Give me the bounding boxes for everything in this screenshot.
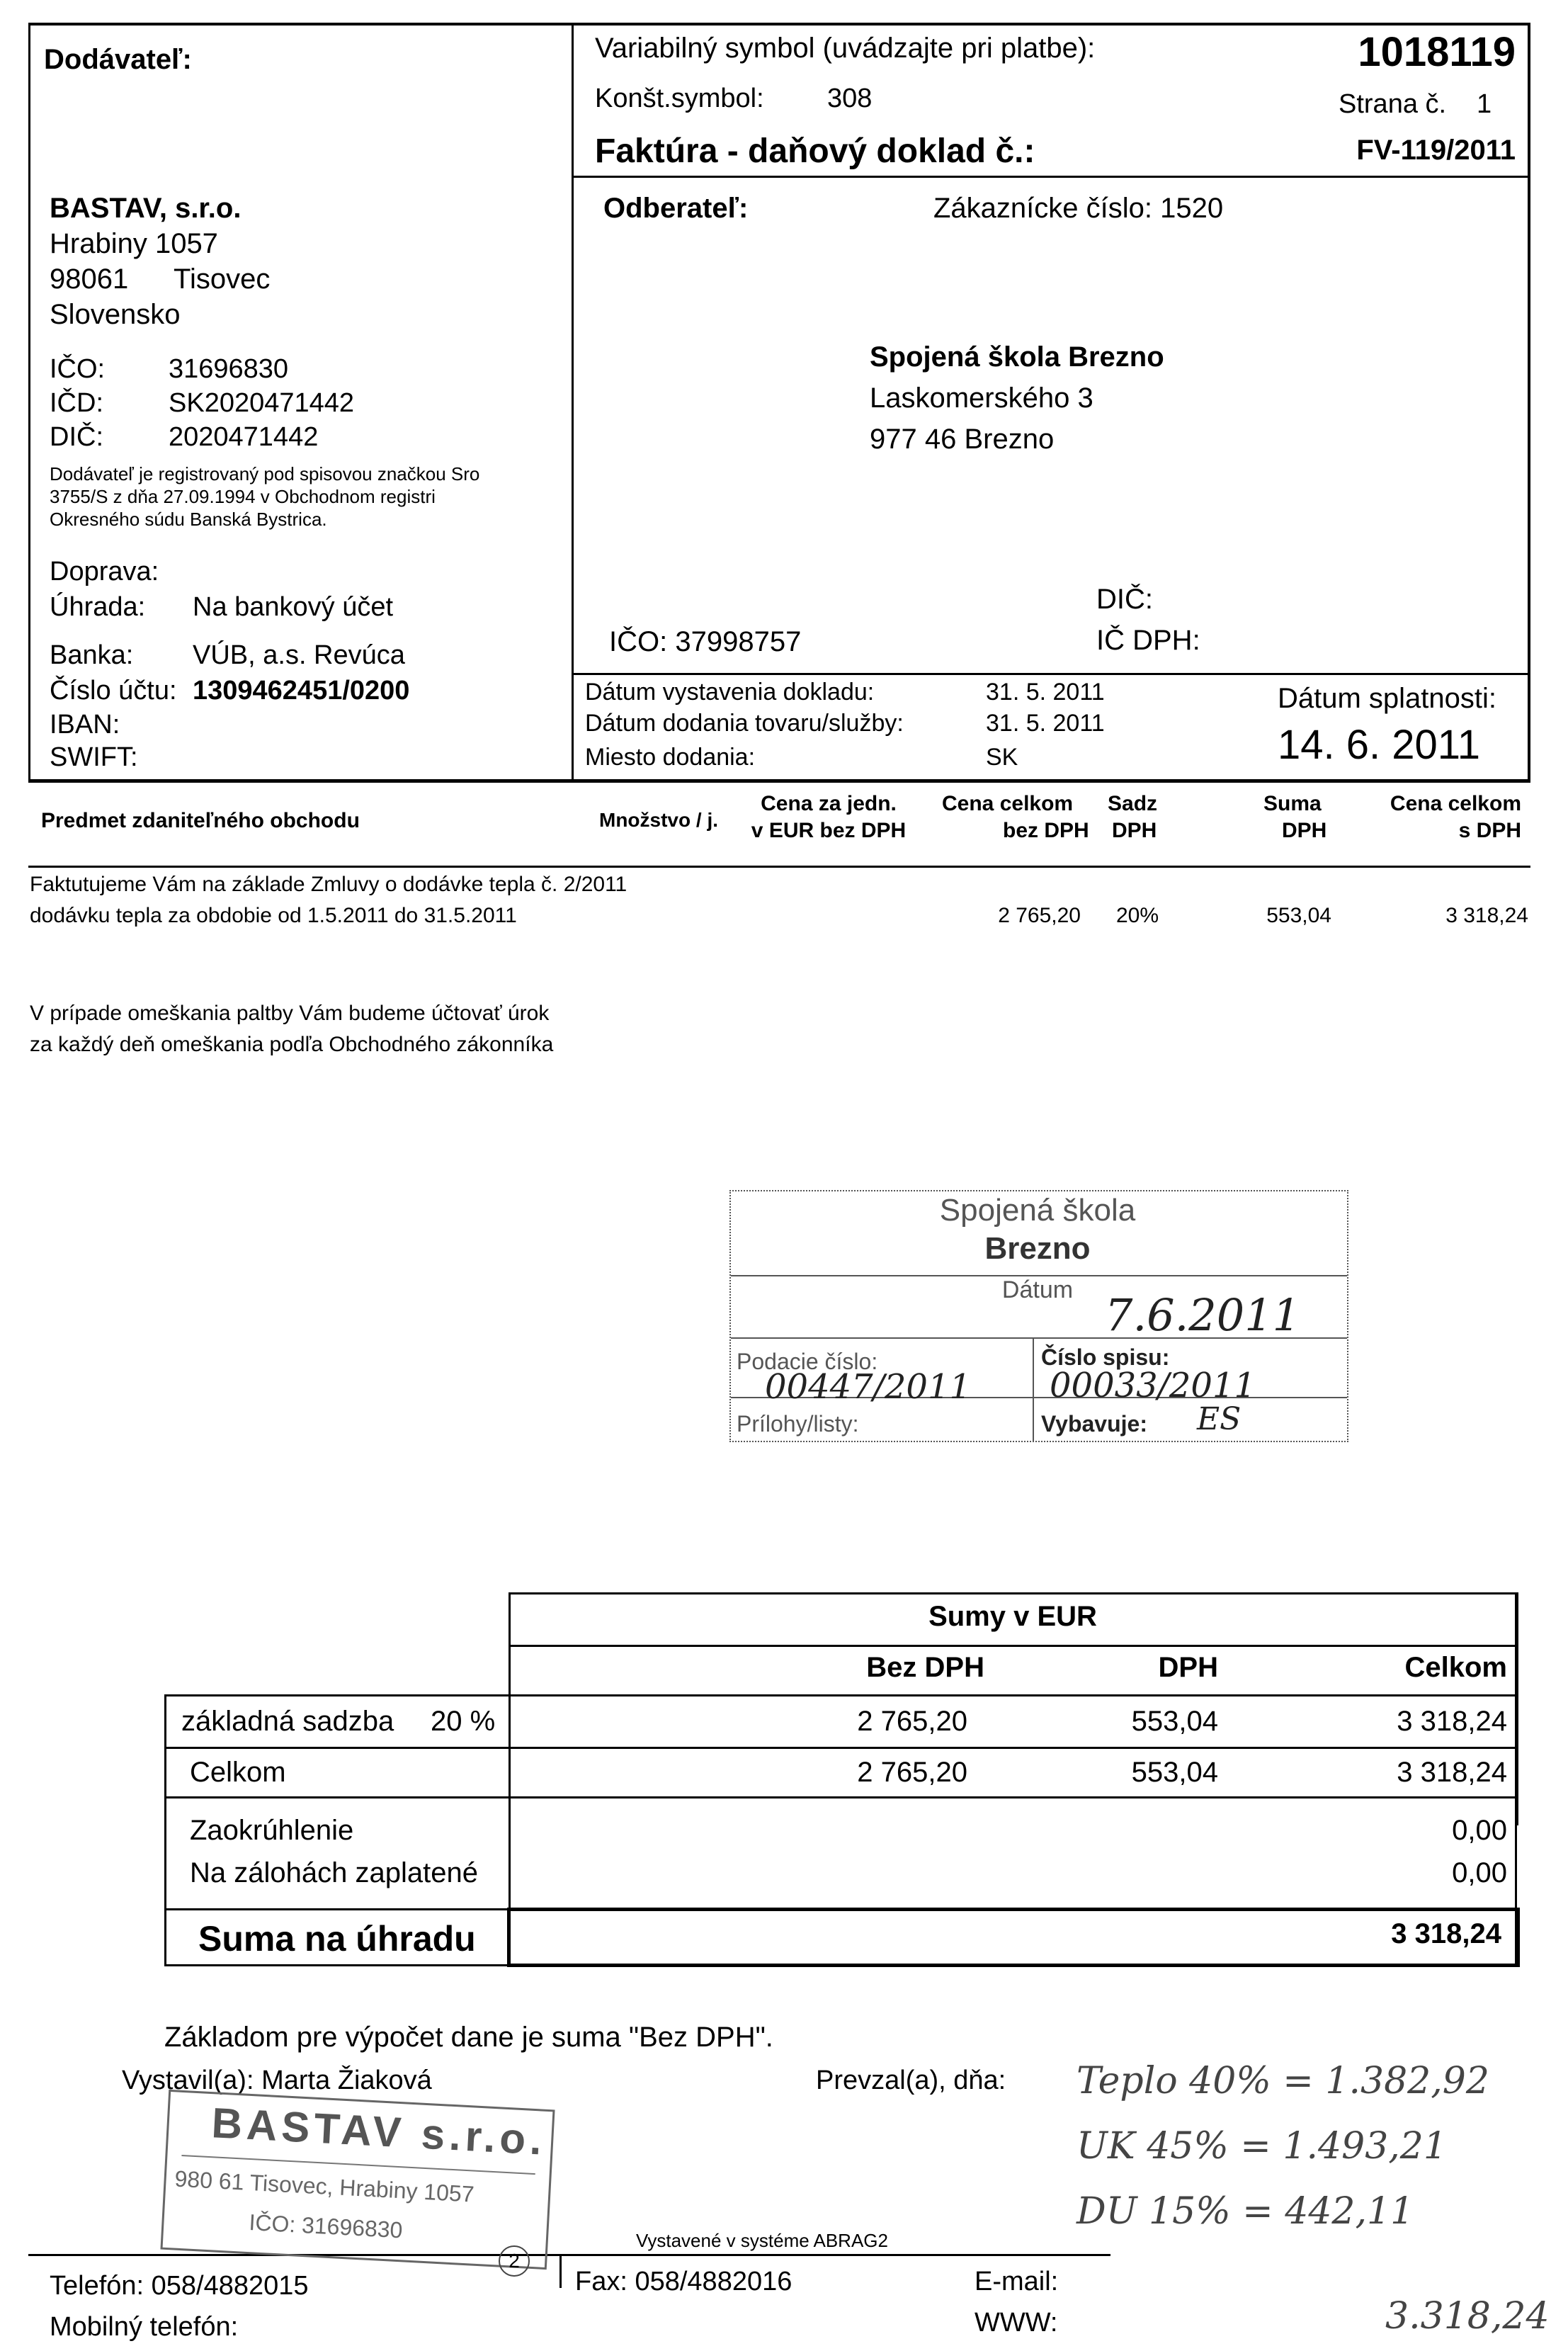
page-label: Strana č. xyxy=(1339,89,1447,119)
stamp-date-label: Dátum xyxy=(1001,1276,1074,1303)
issued-by: Vystavil(a): Marta Žiaková xyxy=(122,2066,432,2095)
col-qty: Množstvo / j. xyxy=(599,809,718,831)
summary-row1-total: 3 318,24 xyxy=(1397,1706,1507,1737)
customer-name: Spojená škola Brezno xyxy=(870,341,1164,373)
bank-label: Banka: xyxy=(50,640,134,670)
item-desc-2: dodávku tepla za obdobie od 1.5.2011 do 31.5.2011 xyxy=(30,904,517,927)
footer-email: E-mail: xyxy=(975,2267,1059,2296)
customer-heading: Odberateľ: xyxy=(603,193,749,224)
company-stamp-ico: IČO: 31696830 xyxy=(248,2209,404,2243)
konst-label: Konšt.symbol: xyxy=(595,84,764,113)
supplier-city: Tisovec xyxy=(174,264,271,295)
col-unit-price-2: v EUR bez DPH xyxy=(751,819,907,842)
footer-fax: Fax: 058/4882016 xyxy=(575,2267,792,2296)
place-value: SK xyxy=(986,744,1018,771)
stamp-number-badge: 2 xyxy=(499,2245,530,2277)
summary-row1-vat: 553,04 xyxy=(1131,1706,1218,1737)
advance-value: 0,00 xyxy=(1452,1857,1507,1888)
stamp-file: 00033/2011 xyxy=(1050,1366,1256,1405)
supplier-dic-label: DIČ: xyxy=(50,422,103,452)
amount-due-value: 3 318,24 xyxy=(1391,1918,1501,1949)
konst-value: 308 xyxy=(827,84,873,113)
summary-row1-rule xyxy=(164,1747,1517,1749)
due-date: 14. 6. 2011 xyxy=(1278,722,1480,768)
stamp-attachments-label: Prílohy/listy: xyxy=(737,1411,859,1437)
summary-row1-rate: 20 % xyxy=(431,1706,496,1737)
supplier-zip: 98061 xyxy=(50,264,129,295)
iban-label: IBAN: xyxy=(50,710,120,740)
footer-mobile: Mobilný telefón: xyxy=(50,2312,239,2342)
supplier-ico-label: IČO: xyxy=(50,354,106,384)
middle-border xyxy=(572,23,574,781)
item-desc-1: Faktutujeme Vám na základe Zmluvy o dodávke tepla č. 2/2011 xyxy=(30,873,627,896)
item-gross: 3 318,24 xyxy=(1445,904,1528,927)
place-label: Miesto dodania: xyxy=(585,744,756,771)
bank-value: VÚB, a.s. Revúca xyxy=(193,640,405,670)
handwritten-line-1: Teplo 40% = 1.382,92 xyxy=(1076,2060,1489,2102)
payment-value: Na bankový účet xyxy=(193,592,394,622)
item-net: 2 765,20 xyxy=(998,904,1081,927)
account-label: Číslo účtu: xyxy=(50,676,177,706)
summary-title-rule xyxy=(509,1645,1517,1647)
footer-divider xyxy=(559,2254,562,2288)
due-date-label: Dátum splatnosti: xyxy=(1278,683,1497,714)
customer-city: 977 46 Brezno xyxy=(870,424,1055,455)
right-border xyxy=(1528,23,1530,782)
varsym-value: 1018119 xyxy=(1358,29,1516,75)
summary-cols-rule xyxy=(164,1694,1517,1696)
summary-row2-net: 2 765,20 xyxy=(857,1757,967,1788)
supplier-country: Slovensko xyxy=(50,299,181,330)
item-vat: 553,04 xyxy=(1266,904,1331,927)
stamp-title-1: Spojená škola xyxy=(939,1193,1136,1228)
advance-label: Na zálohách zaplatené xyxy=(190,1857,478,1888)
transport-label: Doprava: xyxy=(50,557,159,587)
received-by: Prevzal(a), dňa: xyxy=(816,2066,1006,2095)
base-note: Základom pre výpočet dane je suma "Bez DPH". xyxy=(164,2022,773,2053)
summary-col-total: Celkom xyxy=(1404,1652,1507,1683)
invoice-number: FV-119/2011 xyxy=(1356,135,1516,166)
top-border xyxy=(28,23,1530,26)
supplier-icd: SK2020471442 xyxy=(169,388,355,418)
stamp-reg: 00447/2011 xyxy=(765,1367,972,1407)
col-unit-price-1: Cena za jedn. xyxy=(761,792,897,815)
swift-label: SWIFT: xyxy=(50,742,138,772)
col-rate-1: Sadz xyxy=(1108,792,1158,815)
stamp-handler-label: Vybavuje: xyxy=(1041,1411,1147,1437)
summary-left-border xyxy=(164,1694,166,1966)
col-gross-1: Cena celkom xyxy=(1390,792,1521,815)
handwritten-line-3: DU 15% = 442,11 xyxy=(1076,2190,1414,2233)
handwritten-sum: 3.318,24 xyxy=(1385,2295,1550,2338)
company-stamp xyxy=(160,2090,555,2270)
company-stamp-name: BASTAV s.r.o. xyxy=(210,2099,547,2164)
col-total-2: bez DPH xyxy=(1003,819,1089,842)
summary-row2-label: Celkom xyxy=(190,1757,286,1788)
stamp-title-2: Brezno xyxy=(984,1231,1091,1266)
col-gross-2: s DPH xyxy=(1458,819,1521,842)
customer-dic-label: DIČ: xyxy=(1096,584,1153,615)
summary-row1-net: 2 765,20 xyxy=(857,1706,967,1737)
stamp-date: 7.6.2011 xyxy=(1105,1289,1301,1341)
footer-phone: Telefón: 058/4882015 xyxy=(50,2271,309,2301)
company-stamp-address: 980 61 Tisovec, Hrabiny 1057 xyxy=(174,2165,475,2207)
supplier-icd-label: IČD: xyxy=(50,388,103,418)
summary-row2-vat: 553,04 xyxy=(1131,1757,1218,1788)
system-note: Vystavené v systéme ABRAG2 xyxy=(636,2230,888,2251)
note-2: za každý deň omeškania podľa Obchodného zákonníka xyxy=(30,1033,554,1056)
note-1: V prípade omeškania paltby Vám budeme účtovať úrok xyxy=(30,1002,550,1025)
stamp-handler: ES xyxy=(1197,1401,1242,1437)
summary-row1-label: základná sadzba xyxy=(181,1706,394,1737)
issue-date: 31. 5. 2011 xyxy=(986,679,1105,706)
col-rate-2: DPH xyxy=(1112,819,1157,842)
stamp-file-label: Číslo spisu: xyxy=(1041,1344,1170,1370)
handwritten-line-2: UK 45% = 1.493,21 xyxy=(1076,2125,1447,2168)
rounding-value: 0,00 xyxy=(1452,1815,1507,1846)
customer-street: Laskomerského 3 xyxy=(870,383,1093,414)
footer-www: WWW: xyxy=(975,2308,1058,2338)
summary-col-net: Bez DPH xyxy=(866,1652,984,1683)
left-border xyxy=(28,23,30,781)
supplier-dic: 2020471442 xyxy=(169,422,319,452)
delivery-date: 31. 5. 2011 xyxy=(986,710,1105,737)
summary-title: Sumy v EUR xyxy=(928,1601,1097,1632)
customer-ico: IČO: 37998757 xyxy=(609,626,802,657)
supplier-name: BASTAV, s.r.o. xyxy=(50,193,242,224)
col-total-1: Cena celkom xyxy=(942,792,1074,815)
summary-row2-total: 3 318,24 xyxy=(1397,1757,1507,1788)
rounding-label: Zaokrúhlenie xyxy=(190,1815,354,1846)
summary-row2-rule xyxy=(164,1796,1517,1798)
items-header-rule xyxy=(28,866,1530,868)
supplier-street: Hrabiny 1057 xyxy=(50,228,218,259)
payment-label: Úhrada: xyxy=(50,592,146,622)
invoice-no-rule xyxy=(572,176,1530,178)
supplier-registry-1: Dodávateľ je registrovaný pod spisovou značkou Sro xyxy=(50,463,480,485)
dates-rule xyxy=(572,673,1530,675)
summary-col-vat: DPH xyxy=(1158,1652,1218,1683)
invoice-label: Faktúra - daňový doklad č.: xyxy=(595,132,1035,170)
account-value: 1309462451/0200 xyxy=(193,676,410,706)
item-rate: 20% xyxy=(1116,904,1159,927)
issue-date-label: Dátum vystavenia dokladu: xyxy=(585,679,875,706)
customer-number: Zákaznícke číslo: 1520 xyxy=(933,193,1224,224)
col-vat-1: Suma xyxy=(1263,792,1322,815)
col-subject: Predmet zdaniteľného obchodu xyxy=(41,809,360,832)
col-vat-2: DPH xyxy=(1282,819,1327,842)
page-value: 1 xyxy=(1477,89,1492,119)
supplier-ico: 31696830 xyxy=(169,354,289,384)
stamp-reg-label: Podacie číslo: xyxy=(737,1349,878,1374)
supplier-registry-3: Okresného súdu Banská Bystrica. xyxy=(50,509,327,530)
supplier-heading: Dodávateľ: xyxy=(44,44,192,75)
footer-rule xyxy=(28,2254,1110,2256)
amount-due-label: Suma na úhradu xyxy=(198,1919,476,1959)
varsym-label: Variabilný symbol (uvádzajte pri platbe): xyxy=(595,33,1096,64)
header-bottom-rule xyxy=(28,779,1530,783)
delivery-date-label: Dátum dodania tovaru/služby: xyxy=(585,710,904,737)
supplier-registry-2: 3755/S z dňa 27.09.1994 v Obchodnom registri xyxy=(50,486,436,507)
customer-icdph-label: IČ DPH: xyxy=(1096,625,1200,656)
